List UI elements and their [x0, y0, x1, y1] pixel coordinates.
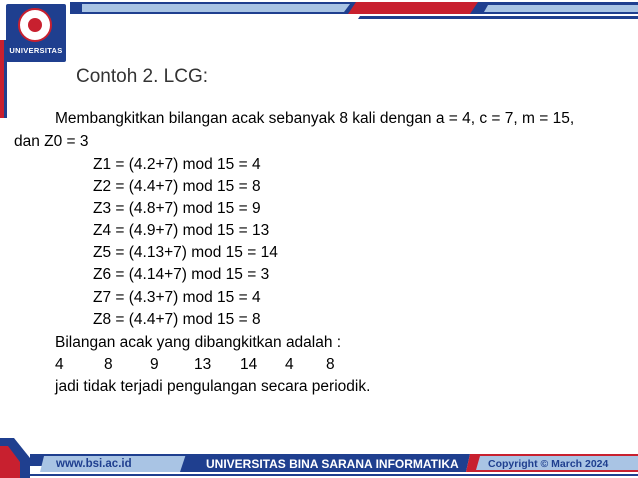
slide-title: Contoh 2. LCG: [76, 66, 209, 87]
random-number: 8 [104, 356, 113, 373]
university-logo [6, 4, 66, 62]
random-number: 14 [240, 356, 258, 373]
logo-emblem [18, 8, 52, 42]
footer-url-link[interactable]: www.bsi.ac.id [56, 458, 132, 470]
random-number: 9 [150, 356, 159, 373]
equation-z7: Z7 = (4.3+7) mod 15 = 4 [93, 289, 261, 306]
footer-copyright: Copyright © March 2024 [488, 458, 609, 470]
equation-z2: Z2 = (4.4+7) mod 15 = 8 [93, 178, 261, 195]
random-number: 4 [55, 356, 64, 373]
random-number: 13 [194, 356, 212, 373]
conclusion-line-1: Bilangan acak yang dibangkitkan adalah : [55, 334, 342, 351]
equation-z8: Z8 = (4.4+7) mod 15 = 8 [93, 311, 261, 328]
equation-z5: Z5 = (4.13+7) mod 15 = 14 [93, 244, 278, 261]
intro-line-1: Membangkitkan bilangan acak sebanyak 8 kali dengan a = 4, c = 7, m = 15, [55, 110, 575, 127]
equation-z1: Z1 = (4.2+7) mod 15 = 4 [93, 156, 261, 173]
equation-z6: Z6 = (4.14+7) mod 15 = 3 [93, 266, 270, 283]
random-number: 8 [326, 356, 335, 373]
logo-text: UNIVERSITAS [9, 46, 63, 55]
equation-z3: Z3 = (4.8+7) mod 15 = 9 [93, 200, 261, 217]
top-decoration [0, 0, 638, 40]
footer-university-name: UNIVERSITAS BINA SARANA INFORMATIKA [206, 457, 459, 471]
equation-z4: Z4 = (4.9+7) mod 15 = 13 [93, 222, 270, 239]
intro-line-2: dan Z0 = 3 [14, 133, 89, 150]
random-number: 4 [285, 356, 294, 373]
conclusion-line-3: jadi tidak terjadi pengulangan secara periodik. [55, 378, 371, 395]
